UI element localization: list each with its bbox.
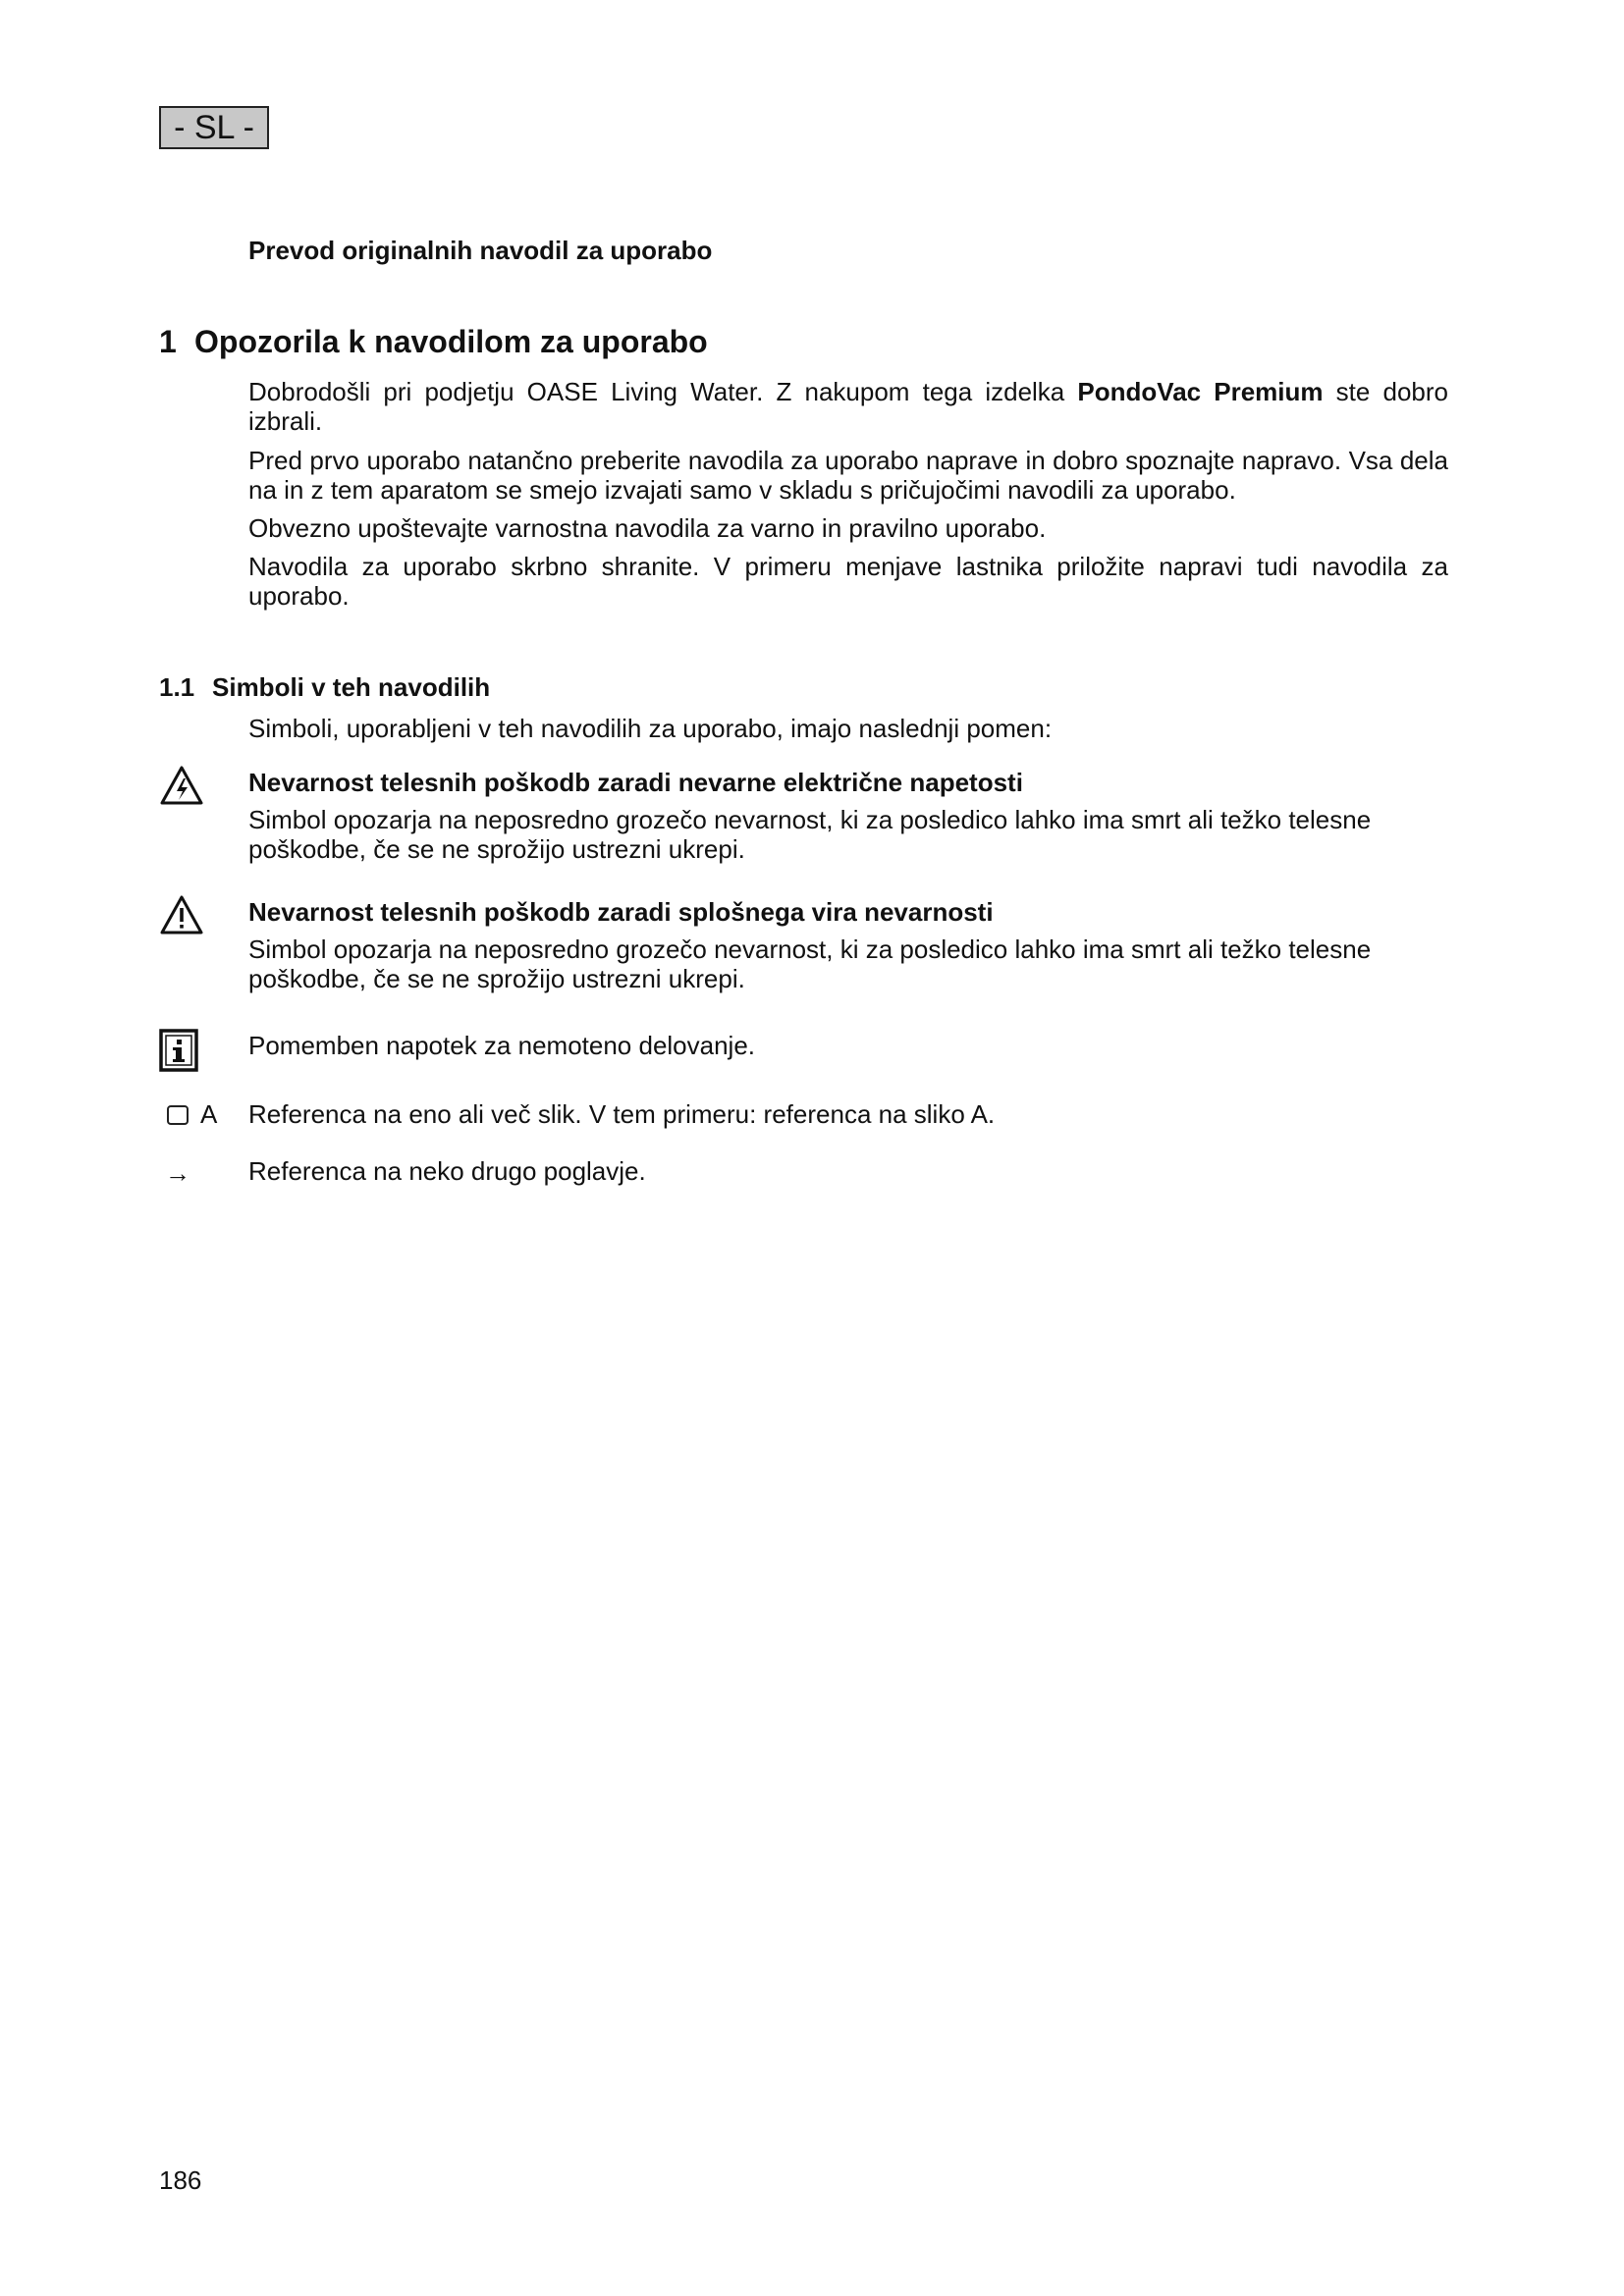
page-number: 186 (159, 2165, 202, 2195)
symbols-intro: Simboli, uporabljeni v teh navodilih za uporabo, imajo naslednji pomen: (248, 714, 1053, 743)
language-tag: - SL - (159, 106, 269, 149)
intro-paragraph-4: Navodila za uporabo skrbno shranite. V primeru menjave lastnika priložite napravi tudi navodila za uporabo. (248, 552, 1448, 611)
figure-box-icon (167, 1105, 189, 1125)
section-1-1-number: 1.1 (159, 672, 195, 702)
symbol-2-title: Nevarnost telesnih poškodb zaradi splošnega vira nevarnosti (248, 897, 994, 927)
section-1-1-title: Simboli v teh navodilih (212, 672, 491, 702)
intro-paragraph-1 (248, 377, 1448, 436)
symbol-1-title: Nevarnost telesnih poškodb zaradi nevarne električne napetosti (248, 768, 1023, 797)
symbol-2-text: Simbol opozarja na neposredno grozečo nevarnost, ki za posledico lahko ima smrt ali težko telesne poškodbe, če se ne sprožijo ustrezni ukrepi. (248, 934, 1372, 993)
document-subtitle: Prevod originalnih navodil za uporabo (248, 236, 713, 265)
intro-paragraph-1-text-a: Dobrodošli pri podjetju OASE Living Water. Z nakupom tega izdelka (248, 377, 1078, 406)
figure-reference-icon (167, 1099, 217, 1129)
symbol-1-text: Simbol opozarja na neposredno grozečo nevarnost, ki za posledico lahko ima smrt ali težko telesne poškodbe, če se ne sprožijo ustrezni ukrepi. (248, 805, 1372, 864)
symbol-4-text: Referenca na eno ali več slik. V tem primeru: referenca na sliko A. (248, 1099, 996, 1129)
section-1-heading (159, 324, 708, 360)
symbol-3-text: Pomemben napotek za nemoteno delovanje. (248, 1031, 756, 1060)
product-name: PondoVac Premium (1077, 377, 1324, 406)
figure-reference-letter: A (200, 1099, 218, 1129)
section-1-title: Opozorila k navodilom za uporabo (194, 324, 708, 359)
intro-paragraph-3: Obvezno upoštevajte varnostna navodila za varno in pravilno uporabo. (248, 513, 1047, 543)
general-warning-icon (159, 893, 204, 938)
info-icon (159, 1029, 198, 1072)
electric-warning-icon (159, 764, 204, 809)
section-1-1-heading (159, 672, 490, 703)
symbol-5-text: Referenca na neko drugo poglavje. (248, 1156, 646, 1186)
intro-paragraph-1-text-b: ste dobro izbrali. (248, 377, 1448, 436)
intro-paragraph-2: Pred prvo uporabo natančno preberite navodila za uporabo naprave in dobro spoznajte napravo. Vsa dela na in z tem aparatom se smejo izvajati samo v skladu s pričujočimi navodili za uporabo. (248, 446, 1448, 505)
arrow-icon: → (165, 1158, 190, 1188)
section-1-number: 1 (159, 324, 177, 359)
